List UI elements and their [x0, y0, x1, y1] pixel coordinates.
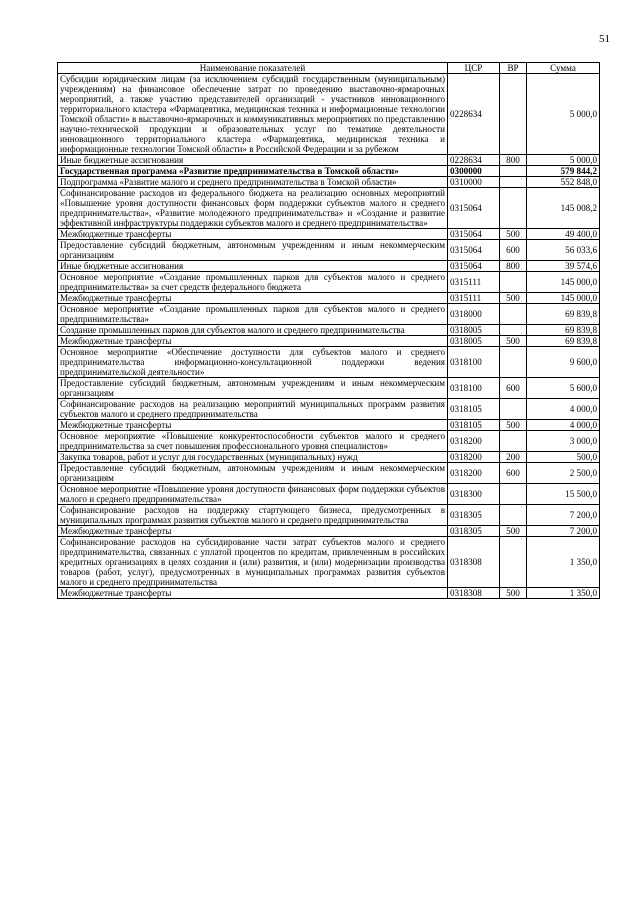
cell-sum: 145 000,0	[527, 293, 600, 304]
cell-vr	[500, 537, 527, 588]
cell-sum: 1 350,0	[527, 588, 600, 599]
cell-name: Межбюджетные трансферты	[58, 293, 448, 304]
table-row	[58, 272, 600, 293]
cell-vr: 800	[500, 155, 527, 166]
table-row	[58, 378, 600, 399]
table-body	[58, 74, 600, 599]
cell-sum: 7 200,0	[527, 505, 600, 526]
table-row	[58, 177, 600, 188]
table-row	[58, 588, 600, 599]
header-name: Наименование показателей	[58, 63, 448, 74]
cell-vr	[500, 272, 527, 293]
cell-name: Предоставление субсидий бюджетным, автономным учреждениям и иным некоммерческим организациям	[58, 463, 448, 484]
cell-vr: 500	[500, 229, 527, 240]
cell-name: Софинансирование расходов на поддержку стартующего бизнеса, предусмотренных в муниципальных программах развития субъектов малого и среднего предпринимательства	[58, 505, 448, 526]
cell-sum: 145 000,0	[527, 272, 600, 293]
cell-sum: 5 000,0	[527, 74, 600, 155]
cell-sum: 9 600,0	[527, 347, 600, 378]
cell-sum: 3 000,0	[527, 431, 600, 452]
table-row	[58, 420, 600, 431]
cell-csr: 0318100	[448, 347, 500, 378]
cell-name: Подпрограмма «Развитие малого и среднего предпринимательства в Томской области»	[58, 177, 448, 188]
cell-vr	[500, 177, 527, 188]
cell-name: Основное мероприятие «Повышение конкурентоспособности субъектов малого и среднего предпринимательства за счет повышения профессионального уровня специалистов»	[58, 431, 448, 452]
cell-sum: 56 033,6	[527, 240, 600, 261]
cell-name: Иные бюджетные ассигнования	[58, 155, 448, 166]
cell-name: Софинансирование расходов на субсидирование части затрат субъектов малого и среднего предпринимательства, связанных с уплатой процентов по кредитам, привлеченным в российских кредитных организациях в целях создания и (или) развития, и (или) модернизации производства товаров (работ, услуг), предусмотренных в муниципальных программах развития субъектов малого и среднего предпринимательства	[58, 537, 448, 588]
cell-sum: 7 200,0	[527, 526, 600, 537]
table-row	[58, 431, 600, 452]
table-row	[58, 463, 600, 484]
cell-sum: 1 350,0	[527, 537, 600, 588]
cell-vr: 500	[500, 588, 527, 599]
cell-name: Софинансирование расходов на реализацию мероприятий муниципальных программ развития субъектов малого и среднего предпринимательства	[58, 399, 448, 420]
cell-csr: 0310000	[448, 177, 500, 188]
cell-vr: 500	[500, 420, 527, 431]
table-row	[58, 484, 600, 505]
cell-vr	[500, 505, 527, 526]
cell-name: Предоставление субсидий бюджетным, автономным учреждениям и иным некоммерческим организациям	[58, 240, 448, 261]
table-row	[58, 537, 600, 588]
cell-vr: 600	[500, 463, 527, 484]
cell-name: Субсидии юридическим лицам (за исключением субсидий государственным (муниципальным) учреждениям) на финансовое обеспечение затрат по проведению выставочно-ярмарочных мероприятий, а также участию представителей организаций - участников инновационного территориального кластера «Фармацевтика, медицинская техника и информационные технологии Томской области» в выставочно-ярмарочных и коммуникативных мероприятиях по представлению научно-технической продукции и образовательных услуг по тематике деятельности инновационного территориального кластера «Фармацевтика, медицинская техника и информационные технологии Томской области» в Российской Федерации и за рубежом	[58, 74, 448, 155]
cell-sum: 145 008,2	[527, 188, 600, 229]
header-csr: ЦСР	[448, 63, 500, 74]
cell-csr: 0318300	[448, 484, 500, 505]
cell-csr: 0318100	[448, 378, 500, 399]
cell-vr	[500, 304, 527, 325]
cell-csr: 0315064	[448, 188, 500, 229]
table-row	[58, 155, 600, 166]
cell-vr	[500, 399, 527, 420]
cell-csr: 0318308	[448, 588, 500, 599]
table-row	[58, 188, 600, 229]
table-row	[58, 74, 600, 155]
cell-csr: 0318000	[448, 304, 500, 325]
cell-sum: 4 000,0	[527, 399, 600, 420]
cell-name: Создание промышленных парков для субъектов малого и среднего предпринимательства	[58, 325, 448, 336]
cell-name: Основное мероприятие «Обеспечение доступности для субъектов малого и среднего предпринимательства информационно-консультационной поддержки ведения предпринимательской деятельности»	[58, 347, 448, 378]
cell-csr: 0318105	[448, 420, 500, 431]
cell-csr: 0228634	[448, 74, 500, 155]
table-row	[58, 347, 600, 378]
cell-vr: 800	[500, 261, 527, 272]
cell-sum: 579 844,2	[527, 166, 600, 177]
budget-table	[57, 62, 600, 599]
cell-name: Межбюджетные трансферты	[58, 526, 448, 537]
cell-csr: 0318305	[448, 526, 500, 537]
table-row	[58, 526, 600, 537]
cell-vr: 500	[500, 526, 527, 537]
cell-vr: 200	[500, 452, 527, 463]
table-header-row	[58, 63, 600, 74]
table-row	[58, 452, 600, 463]
page-number: 51	[599, 33, 610, 45]
cell-csr: 0315111	[448, 272, 500, 293]
cell-vr: 600	[500, 378, 527, 399]
cell-name: Основное мероприятие «Создание промышленных парков для субъектов малого и среднего предпринимательства» за счет средств федерального бюджета	[58, 272, 448, 293]
cell-name: Межбюджетные трансферты	[58, 420, 448, 431]
cell-csr: 0318005	[448, 336, 500, 347]
table-row	[58, 336, 600, 347]
header-sum: Сумма	[527, 63, 600, 74]
cell-name: Софинансирование расходов из федерального бюджета на реализацию основных мероприятий «Повышение уровня доступности финансовых форм поддержки субъектов малого и среднего предпринимательства», «Развитие молодежного предпринимательства» и «Создание и развитие эффективной инфраструктуры поддержки субъектов малого и среднего предпринимательства»	[58, 188, 448, 229]
cell-sum: 69 839,8	[527, 325, 600, 336]
cell-sum: 49 400,0	[527, 229, 600, 240]
cell-vr	[500, 431, 527, 452]
cell-csr: 0318005	[448, 325, 500, 336]
cell-name: Государственная программа «Развитие предпринимательства в Томской области»	[58, 166, 448, 177]
cell-sum: 2 500,0	[527, 463, 600, 484]
cell-name: Основное мероприятие «Повышение уровня доступности финансовых форм поддержки субъектов малого и среднего предпринимательства»	[58, 484, 448, 505]
cell-csr: 0318200	[448, 431, 500, 452]
cell-csr: 0315064	[448, 229, 500, 240]
cell-name: Межбюджетные трансферты	[58, 336, 448, 347]
cell-sum: 39 574,6	[527, 261, 600, 272]
cell-name: Межбюджетные трансферты	[58, 229, 448, 240]
cell-sum: 69 839,8	[527, 304, 600, 325]
table-row	[58, 399, 600, 420]
cell-vr	[500, 166, 527, 177]
table-row	[58, 261, 600, 272]
cell-csr: 0318305	[448, 505, 500, 526]
cell-vr: 500	[500, 293, 527, 304]
table-row	[58, 293, 600, 304]
cell-csr: 0318200	[448, 452, 500, 463]
cell-vr	[500, 484, 527, 505]
cell-sum: 500,0	[527, 452, 600, 463]
cell-sum: 5 600,0	[527, 378, 600, 399]
cell-csr: 0315111	[448, 293, 500, 304]
cell-vr: 500	[500, 336, 527, 347]
cell-sum: 5 000,0	[527, 155, 600, 166]
cell-vr	[500, 347, 527, 378]
cell-csr: 0300000	[448, 166, 500, 177]
table-row	[58, 325, 600, 336]
cell-sum: 4 000,0	[527, 420, 600, 431]
cell-name: Предоставление субсидий бюджетным, автономным учреждениям и иным некоммерческим организациям	[58, 378, 448, 399]
cell-name: Иные бюджетные ассигнования	[58, 261, 448, 272]
table-row	[58, 166, 600, 177]
cell-csr: 0228634	[448, 155, 500, 166]
cell-csr: 0318200	[448, 463, 500, 484]
cell-sum: 552 848,0	[527, 177, 600, 188]
cell-csr: 0318308	[448, 537, 500, 588]
table-row	[58, 229, 600, 240]
cell-vr	[500, 74, 527, 155]
cell-csr: 0315064	[448, 261, 500, 272]
cell-vr	[500, 188, 527, 229]
table-row	[58, 240, 600, 261]
cell-name: Закупка товаров, работ и услуг для государственных (муниципальных) нужд	[58, 452, 448, 463]
table-row	[58, 505, 600, 526]
cell-csr: 0315064	[448, 240, 500, 261]
cell-vr	[500, 325, 527, 336]
table-row	[58, 304, 600, 325]
cell-vr: 600	[500, 240, 527, 261]
header-vr: ВР	[500, 63, 527, 74]
cell-sum: 15 500,0	[527, 484, 600, 505]
cell-sum: 69 839,8	[527, 336, 600, 347]
cell-csr: 0318105	[448, 399, 500, 420]
cell-name: Межбюджетные трансферты	[58, 588, 448, 599]
cell-name: Основное мероприятие «Создание промышленных парков для субъектов малого и среднего предпринимательства»	[58, 304, 448, 325]
